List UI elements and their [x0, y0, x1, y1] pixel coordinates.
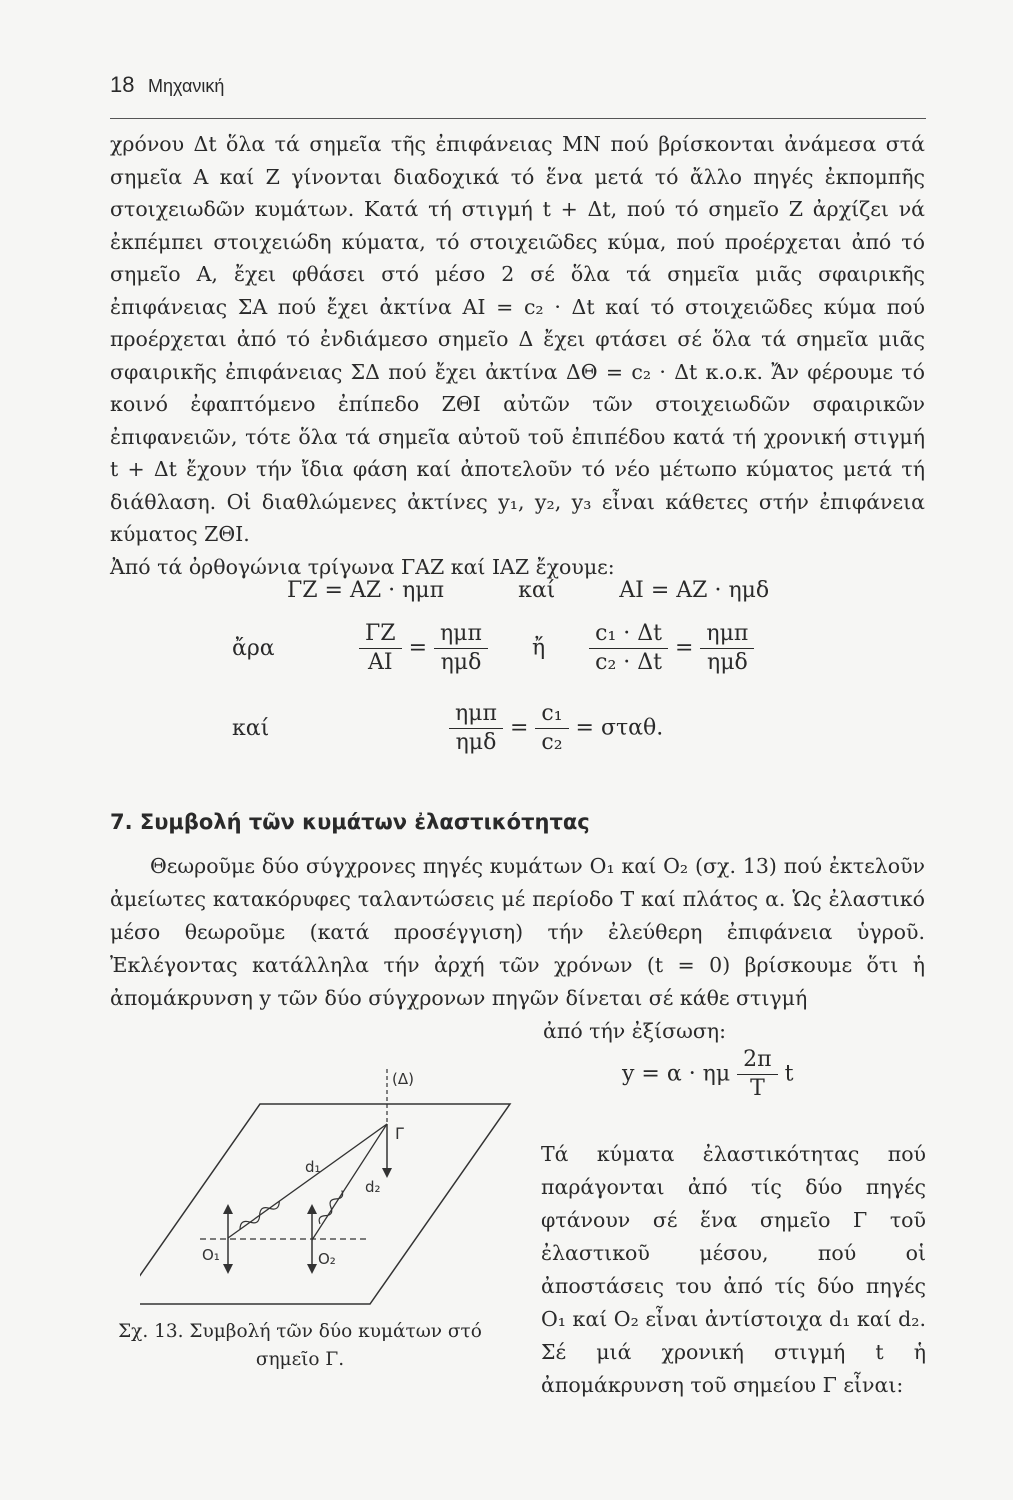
label-axis: (Δ)	[392, 1070, 414, 1088]
denominator: ημδ	[455, 730, 497, 755]
running-title: Μηχανική	[148, 76, 225, 96]
plane-outline	[140, 1104, 510, 1304]
wave-equation	[622, 1046, 793, 1103]
wave-eq-left: y = α · ημ	[622, 1061, 731, 1087]
numerator: ημπ	[440, 621, 482, 646]
equation-1	[287, 578, 769, 603]
numerator: ημπ	[706, 621, 749, 646]
wave-squiggle-1	[238, 1198, 282, 1232]
right-column-text	[541, 1117, 926, 1422]
arrow-up-icon	[307, 1204, 317, 1214]
equation-intro: ἀπό τήν ἐξίσωση:	[543, 1019, 726, 1043]
fraction-sin-ratio-3	[449, 700, 503, 757]
label-o1: Ο₁	[202, 1246, 220, 1264]
line-d1	[228, 1124, 387, 1238]
numerator: 2π	[743, 1047, 772, 1072]
wave-squiggle-2	[317, 1189, 345, 1226]
section-paragraph: Θεωροῦμε δύο σύγχρονες πηγές κυμάτων Ο₁ καί Ο₂ (σχ. 13) πού ἐκτελοῦν ἀμείωτες κατακόρυφες ταλαντώσεις μέ περίοδο Τ καί πλάτος α. Ὡς ἐλαστικό μέσο θεωροῦμε (κατά προσέγγιση) τήν ἐλεύθερη ἐπιφάνεια ὑγροῦ. Ἐκλέγοντας κατάλληλα τήν ἀρχή τῶν χρόνων (t = 0) βρίσκουμε ὅτι ἡ ἀπομάκρυνση y τῶν δύο σύγχρονων πηγῶν δίνεται σέ κάθε στιγμή	[110, 854, 925, 1010]
section-heading: 7. Συμβολή τῶν κυμάτων ἐλαστικότητας	[110, 810, 590, 834]
eq2-label: ἄρα	[232, 635, 275, 661]
fraction-c1-c2	[535, 700, 568, 757]
triangles-line: Ἀπό τά ὀρθογώνια τρίγωνα ΓΑΖ καί ΙΑΖ ἔχουμε:	[110, 554, 615, 579]
intro-paragraph: χρόνου Δt ὅλα τά σημεῖα τῆς ἐπιφάνειας ΜΝ πού βρίσκονται ἀνάμεσα στά σημεῖα Α καί Ζ γίνονται διαδοχικά τό ἕνα μετά τό ἄλλο πηγές ἐκπομπῆς στοιχειωδῶν κυμάτων. Κατά τή στιγμή t + Δt, πού τό σημεῖο Ζ ἀρχίζει νά ἐκπέμπει στοιχειώδη κύματα, τό στοιχειῶδες κύμα, πού προέρχεται ἀπό τό σημεῖο Α, ἔχει φθάσει στό μέσο 2 σέ ὅλα τά σημεῖα μιᾶς σφαιρικῆς ἐπιφάνειας ΣΑ πού ἔχει ἀκτίνα ΑΙ = c₂ · Δt καί τό στοιχειῶδες κύμα πού προέρχεται ἀπό τό ἐνδιάμεσο σημεῖο Δ ἔχει φτάσει σέ ὅλα τά σημεῖα μιᾶς σφαιρικῆς ἐπιφάνειας ΣΔ πού ἔχει ἀκτίνα ΔΘ = c₂ · Δt κ.ο.κ. Ἄν φέρουμε τό κοινό ἐφαπτόμενο ἐπίπεδο ΖΘΙ αὐτῶν τῶν στοιχειωδῶν σφαιρικῶν ἐπιφανειῶν, τότε ὅλα τά σημεῖα αὐτοῦ τοῦ ἐπιπέδου κατά τή χρονική στιγμή t + Δt ἔχουν τήν ἴδια φάση καί ἀποτελοῦν τό νέο μέτωπο κύματος μετά τή διάθλαση. Οἱ διαθλώμενες ἀκτίνες y₁, y₂, y₃ εἶναι κάθετες στήν ἐπιφάνεια κύματος ΖΘΙ.	[110, 132, 925, 546]
axis-arrowhead	[382, 1168, 392, 1178]
figure-interference	[140, 1064, 520, 1314]
eq1-right: ΑΙ = ΑΖ · ημδ	[619, 578, 770, 603]
right-paragraph: Τά κύματα ἐλαστικότητας πού παράγονται ἀπό τίς δύο πηγές φτάνουν σέ ἕνα σημεῖο Γ τοῦ ἐλαστικοῦ μέσου, πού οἱ ἀποστάσεις του ἀπό τίς δύο πηγές Ο₁ καί Ο₂ εἶναι ἀντίστοιχα d₁ καί d₂. Σέ μιά χρονική στιγμή t ἡ ἀπομάκρυνση τοῦ σημείου Γ εἶναι:	[541, 1141, 926, 1397]
label-d2: d₂	[365, 1178, 381, 1196]
section-text	[110, 850, 925, 1048]
or-word: ἤ	[531, 635, 546, 661]
eq1-mid: καί	[518, 578, 556, 603]
caption-line-1: Σχ. 13. Συμβολή τῶν δύο κυμάτων στό	[118, 1321, 482, 1342]
eq1-left: ΓΖ = ΑΖ · ημπ	[287, 578, 445, 603]
label-o2: Ο₂	[318, 1250, 336, 1268]
numerator: ημπ	[455, 701, 497, 726]
denominator: c₂ · Δt	[595, 650, 662, 675]
fraction-sin-ratio	[434, 620, 488, 677]
denominator: Τ	[750, 1076, 765, 1101]
denominator: ημδ	[707, 650, 748, 675]
label-gamma: Γ	[395, 1124, 404, 1143]
denominator: ημδ	[440, 650, 482, 675]
numerator: ΓΖ	[365, 621, 396, 646]
arrow-down-icon	[307, 1264, 317, 1274]
numerator: c₁	[541, 701, 563, 726]
header-rule	[110, 118, 926, 119]
wave-eq-tail: t	[784, 1061, 794, 1087]
denominator: c₂	[541, 730, 563, 755]
figure-caption	[110, 1318, 490, 1374]
label-d1: d₁	[305, 1158, 321, 1176]
page-number: 18	[110, 72, 135, 97]
fraction-speed-ratio	[589, 620, 668, 677]
fraction-2pi-T	[737, 1046, 777, 1103]
fraction-gz-ai	[359, 620, 402, 677]
fraction-sin-ratio-2	[700, 620, 754, 677]
denominator: ΑΙ	[367, 650, 393, 675]
equals-sign: =	[674, 635, 694, 661]
equals-sign: =	[509, 715, 529, 741]
equation-2	[232, 620, 754, 677]
arrow-up-icon	[223, 1204, 233, 1214]
caption-line-2: σημεῖο Γ.	[255, 1349, 345, 1370]
equation-3	[232, 700, 663, 757]
eq3-label: καί	[232, 715, 270, 741]
intro-text	[110, 128, 925, 583]
arrow-down-icon	[223, 1264, 233, 1274]
equals-sign: =	[408, 635, 427, 661]
numerator: c₁ · Δt	[595, 621, 662, 646]
eq3-tail: = σταθ.	[575, 715, 664, 741]
